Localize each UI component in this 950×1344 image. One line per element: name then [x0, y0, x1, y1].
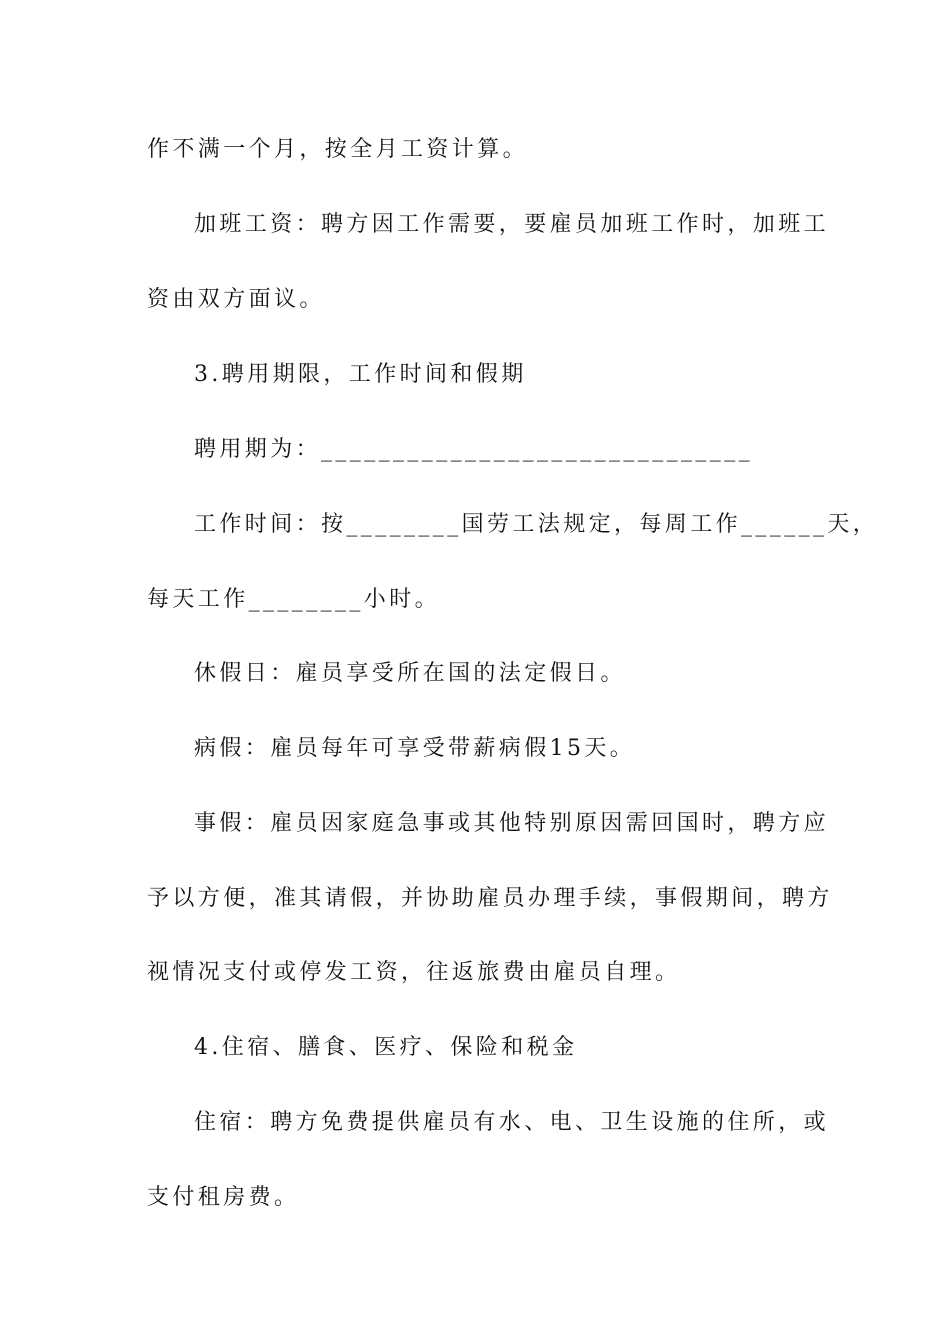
- text-line-continuation: 视情况支付或停发工资，往返旅费由雇员自理。: [147, 960, 681, 985]
- text-line-continuation: 支付租房费。: [147, 1185, 300, 1210]
- text-line-continuation: 资由双方面议。: [147, 287, 325, 312]
- paragraph-accommodation: 住宿：聘方免费提供雇员有水、电、卫生设施的住所，或: [194, 1110, 830, 1135]
- paragraph-working-hours: 工作时间：按________国劳工法规定，每周工作______天，: [194, 512, 879, 537]
- text-line-continuation: 每天工作________小时。: [147, 587, 441, 612]
- paragraph-overtime-pay: 加班工资：聘方因工作需要，要雇员加班工作时，加班工: [194, 212, 830, 237]
- text-line-continuation: 予以方便，准其请假，并协助雇员办理手续，事假期间，聘方: [147, 886, 833, 911]
- paragraph-sick-leave: 病假：雇员每年可享受带薪病假15天。: [194, 736, 636, 761]
- paragraph-employment-term: 聘用期为：______________________________: [194, 437, 754, 462]
- text-line-continuation: 作不满一个月，按全月工资计算。: [147, 137, 529, 162]
- section-heading-4: 4.住宿、膳食、医疗、保险和税金: [194, 1035, 578, 1060]
- section-heading-3: 3.聘用期限，工作时间和假期: [194, 362, 527, 387]
- paragraph-holidays: 休假日：雇员享受所在国的法定假日。: [194, 661, 626, 686]
- paragraph-personal-leave: 事假：雇员因家庭急事或其他特别原因需回国时，聘方应: [194, 811, 830, 836]
